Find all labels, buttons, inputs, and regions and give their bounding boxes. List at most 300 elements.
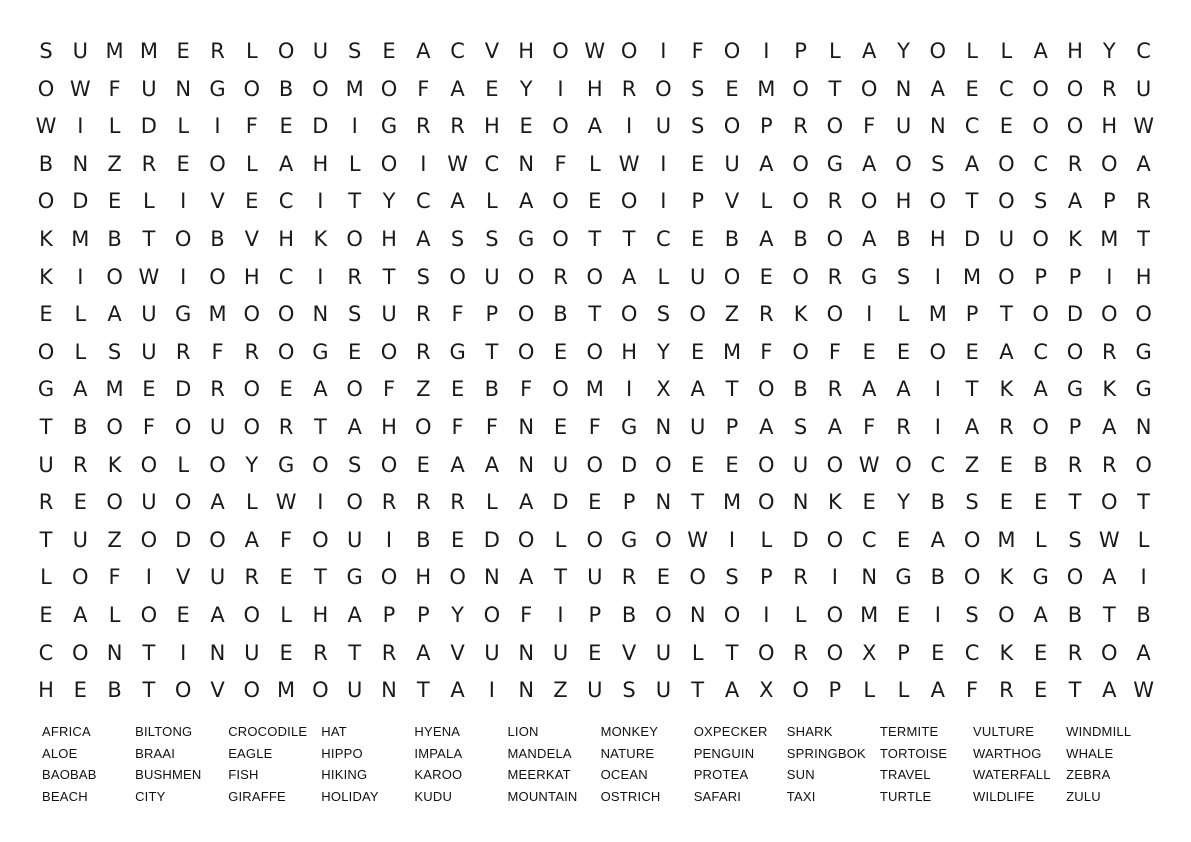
grid-letter[interactable]: E xyxy=(176,151,190,176)
grid-letter[interactable]: I xyxy=(180,264,187,289)
grid-letter[interactable]: L xyxy=(691,640,704,665)
grid-letter[interactable]: M xyxy=(105,377,124,402)
grid-letter[interactable]: S xyxy=(348,302,362,327)
grid-letter[interactable]: F xyxy=(828,339,841,364)
grid-letter[interactable]: P xyxy=(1034,264,1048,289)
grid-letter[interactable]: U xyxy=(552,640,569,665)
grid-letter[interactable]: U xyxy=(209,565,226,590)
grid-letter[interactable]: A xyxy=(210,490,225,515)
grid-letter[interactable]: O xyxy=(312,452,329,477)
grid-letter[interactable]: C xyxy=(930,452,946,477)
grid-letter[interactable]: F xyxy=(108,565,121,590)
grid-letter[interactable]: C xyxy=(861,527,877,552)
grid-letter[interactable]: L xyxy=(486,189,498,214)
grid-letter[interactable]: Z xyxy=(107,527,122,552)
grid-letter[interactable]: E xyxy=(1034,490,1048,515)
grid-letter[interactable]: N xyxy=(518,415,535,439)
grid-letter[interactable]: X xyxy=(656,377,671,402)
grid-letter[interactable]: O xyxy=(723,39,741,63)
grid-letter[interactable]: T xyxy=(39,527,53,552)
grid-letter[interactable]: E xyxy=(176,603,190,627)
grid-letter[interactable]: L xyxy=(245,151,258,176)
grid-letter[interactable]: I xyxy=(557,603,564,627)
grid-letter[interactable]: F xyxy=(966,678,979,703)
grid-letter[interactable]: C xyxy=(1033,339,1049,364)
grid-letter[interactable]: M xyxy=(997,527,1016,552)
grid-letter[interactable]: O xyxy=(1101,640,1118,665)
grid-letter[interactable]: A xyxy=(450,678,465,703)
grid-letter[interactable]: E xyxy=(965,76,979,101)
grid-letter[interactable]: O xyxy=(929,189,947,214)
grid-letter[interactable]: L xyxy=(1034,527,1047,552)
grid-letter[interactable]: O xyxy=(312,527,329,552)
grid-letter[interactable]: R xyxy=(621,76,637,101)
grid-letter[interactable]: F xyxy=(863,415,876,439)
grid-letter[interactable]: L xyxy=(1137,527,1150,552)
grid-letter[interactable]: I xyxy=(180,189,187,214)
grid-letter[interactable]: V xyxy=(450,640,465,665)
grid-letter[interactable]: R xyxy=(1067,151,1083,176)
grid-letter[interactable]: E xyxy=(142,377,156,402)
grid-letter[interactable]: V xyxy=(724,189,740,214)
grid-letter[interactable]: A xyxy=(1136,151,1151,176)
grid-letter[interactable]: C xyxy=(278,264,294,289)
grid-letter[interactable]: M xyxy=(208,302,227,327)
grid-letter[interactable]: T xyxy=(416,678,430,703)
grid-letter[interactable]: A xyxy=(73,603,88,627)
grid-letter[interactable]: W xyxy=(138,264,160,289)
grid-letter[interactable]: A xyxy=(862,377,877,402)
grid-letter[interactable]: R xyxy=(1136,189,1151,214)
grid-letter[interactable]: O xyxy=(998,264,1015,289)
grid-letter[interactable]: O xyxy=(209,151,226,176)
grid-letter[interactable]: O xyxy=(689,565,706,590)
grid-letter[interactable]: R xyxy=(175,339,191,364)
grid-letter[interactable]: T xyxy=(1102,603,1116,627)
grid-letter[interactable]: L xyxy=(245,490,258,515)
grid-letter[interactable]: O xyxy=(998,151,1015,176)
grid-letter[interactable]: I xyxy=(488,678,495,703)
grid-letter[interactable]: T xyxy=(1068,490,1082,515)
grid-letter[interactable]: P xyxy=(485,302,499,327)
grid-letter[interactable]: U xyxy=(690,264,706,289)
grid-letter[interactable]: L xyxy=(348,151,361,176)
grid-letter[interactable]: O xyxy=(655,76,672,101)
grid-letter[interactable]: P xyxy=(588,603,602,627)
grid-letter[interactable]: O xyxy=(380,565,398,590)
grid-letter[interactable]: X xyxy=(759,678,774,703)
grid-letter[interactable]: O xyxy=(998,189,1015,214)
grid-letter[interactable]: O xyxy=(346,490,363,515)
grid-letter[interactable]: P xyxy=(622,490,636,515)
grid-letter[interactable]: T xyxy=(554,565,567,590)
grid-letter[interactable]: E xyxy=(691,452,705,477)
grid-letter[interactable]: U xyxy=(792,452,809,477)
grid-letter[interactable]: O xyxy=(998,603,1015,627)
grid-letter[interactable]: T xyxy=(1137,490,1150,515)
grid-letter[interactable]: F xyxy=(108,76,121,101)
grid-letter[interactable]: I xyxy=(317,490,324,515)
grid-letter[interactable]: F xyxy=(760,339,773,364)
grid-letter[interactable]: R xyxy=(38,490,54,515)
grid-letter[interactable]: H xyxy=(1101,114,1118,139)
grid-letter[interactable]: Y xyxy=(656,339,670,364)
grid-letter[interactable]: O xyxy=(826,452,844,477)
grid-letter[interactable]: F xyxy=(520,603,533,627)
grid-letter[interactable]: T xyxy=(691,490,705,515)
grid-letter[interactable]: U xyxy=(655,640,672,665)
grid-letter[interactable]: A xyxy=(450,452,465,477)
grid-letter[interactable]: A xyxy=(416,640,431,665)
grid-letter[interactable]: G xyxy=(1066,377,1084,402)
grid-letter[interactable]: O xyxy=(312,76,329,101)
grid-letter[interactable]: I xyxy=(660,189,667,214)
grid-letter[interactable]: T xyxy=(348,640,362,665)
grid-letter[interactable]: I xyxy=(557,76,564,101)
grid-letter[interactable]: I xyxy=(1106,264,1113,289)
grid-letter[interactable]: O xyxy=(586,527,604,552)
grid-letter[interactable]: R xyxy=(621,565,637,590)
grid-letter[interactable]: G xyxy=(380,114,398,139)
grid-letter[interactable]: G xyxy=(620,527,638,552)
grid-letter[interactable]: F xyxy=(691,39,704,63)
grid-letter[interactable]: A xyxy=(930,76,945,101)
grid-letter[interactable]: P xyxy=(794,39,807,63)
grid-letter[interactable]: L xyxy=(794,603,807,627)
grid-letter[interactable]: A xyxy=(107,302,122,327)
grid-letter[interactable]: T xyxy=(999,302,1013,327)
grid-letter[interactable]: K xyxy=(1068,227,1082,251)
grid-letter[interactable]: L xyxy=(966,39,978,63)
grid-letter[interactable]: F xyxy=(382,377,396,402)
grid-letter[interactable]: L xyxy=(177,114,190,139)
grid-letter[interactable]: L xyxy=(897,678,910,703)
grid-letter[interactable]: E xyxy=(553,415,568,439)
grid-letter[interactable]: P xyxy=(725,415,739,439)
grid-letter[interactable]: O xyxy=(517,302,535,327)
grid-letter[interactable]: O xyxy=(1101,490,1118,515)
grid-letter[interactable]: S xyxy=(485,227,499,251)
grid-letter[interactable]: A xyxy=(73,377,88,402)
grid-letter[interactable]: T xyxy=(725,640,739,665)
grid-letter[interactable]: E xyxy=(588,189,602,214)
grid-letter[interactable]: A xyxy=(1067,189,1083,214)
grid-letter[interactable]: I xyxy=(866,302,873,327)
grid-letter[interactable]: A xyxy=(519,565,534,590)
grid-letter[interactable]: T xyxy=(485,339,499,364)
grid-letter[interactable]: N xyxy=(72,151,89,176)
grid-letter[interactable]: T xyxy=(142,640,156,665)
grid-letter[interactable]: M xyxy=(139,39,158,63)
grid-letter[interactable]: R xyxy=(1102,76,1117,101)
grid-letter[interactable]: G xyxy=(861,264,878,289)
grid-letter[interactable]: R xyxy=(210,377,225,402)
grid-letter[interactable]: O xyxy=(106,264,123,289)
grid-letter[interactable]: O xyxy=(1032,302,1049,327)
grid-letter[interactable]: A xyxy=(930,527,945,552)
grid-letter[interactable]: K xyxy=(793,302,808,327)
grid-letter[interactable]: A xyxy=(416,39,431,63)
grid-letter[interactable]: B xyxy=(793,377,808,402)
grid-letter[interactable]: O xyxy=(1066,339,1084,364)
grid-letter[interactable]: L xyxy=(1000,39,1013,63)
grid-letter[interactable]: F xyxy=(451,302,464,327)
grid-letter[interactable]: L xyxy=(760,189,773,214)
grid-letter[interactable]: E xyxy=(450,377,465,402)
grid-letter[interactable]: A xyxy=(964,151,980,176)
grid-letter[interactable]: I xyxy=(420,151,427,176)
grid-letter[interactable]: L xyxy=(897,302,910,327)
grid-letter[interactable]: O xyxy=(243,76,261,101)
grid-letter[interactable]: E xyxy=(965,339,979,364)
grid-letter[interactable]: O xyxy=(243,377,261,402)
grid-letter[interactable]: O xyxy=(552,114,569,139)
grid-letter[interactable]: R xyxy=(896,415,911,439)
grid-letter[interactable]: A xyxy=(862,39,877,63)
grid-letter[interactable]: E xyxy=(862,339,876,364)
grid-letter[interactable]: N xyxy=(484,565,500,590)
grid-letter[interactable]: O xyxy=(586,452,604,477)
grid-letter[interactable]: E xyxy=(279,377,293,402)
grid-letter[interactable]: I xyxy=(660,39,667,63)
grid-letter[interactable]: G xyxy=(209,76,226,101)
grid-letter[interactable]: U xyxy=(655,678,672,703)
grid-letter[interactable]: R xyxy=(999,678,1014,703)
grid-letter[interactable]: A xyxy=(896,377,911,402)
grid-letter[interactable]: O xyxy=(860,189,878,214)
grid-letter[interactable]: R xyxy=(999,415,1014,439)
grid-letter[interactable]: O xyxy=(209,527,226,552)
grid-letter[interactable]: E xyxy=(1034,678,1048,703)
grid-letter[interactable]: R xyxy=(1067,640,1083,665)
grid-letter[interactable]: E xyxy=(656,565,671,590)
grid-letter[interactable]: I xyxy=(728,527,736,552)
grid-letter[interactable]: O xyxy=(826,603,844,627)
grid-letter[interactable]: O xyxy=(174,415,192,439)
grid-letter[interactable]: K xyxy=(999,377,1014,402)
grid-letter[interactable]: O xyxy=(1066,565,1084,590)
grid-letter[interactable]: E xyxy=(1034,640,1048,665)
grid-letter[interactable]: L xyxy=(280,603,292,627)
grid-letter[interactable]: Z xyxy=(964,452,980,477)
grid-letter[interactable]: F xyxy=(863,114,876,139)
grid-letter[interactable]: L xyxy=(40,565,52,590)
grid-letter[interactable]: K xyxy=(39,227,53,251)
grid-letter[interactable]: O xyxy=(1032,114,1049,139)
grid-letter[interactable]: D xyxy=(964,227,981,251)
grid-letter[interactable]: H xyxy=(415,565,432,590)
grid-letter[interactable]: B xyxy=(107,227,122,251)
grid-letter[interactable]: U xyxy=(209,415,226,439)
grid-letter[interactable]: O xyxy=(72,640,89,665)
grid-letter[interactable]: U xyxy=(484,264,500,289)
grid-letter[interactable]: U xyxy=(1135,76,1152,101)
grid-letter[interactable]: A xyxy=(347,603,362,627)
grid-letter[interactable]: G xyxy=(1135,339,1152,364)
grid-letter[interactable]: O xyxy=(209,452,226,477)
grid-letter[interactable]: F xyxy=(417,76,430,101)
grid-letter[interactable]: O xyxy=(552,189,569,214)
grid-letter[interactable]: P xyxy=(965,302,979,327)
grid-letter[interactable]: S xyxy=(622,678,636,703)
grid-letter[interactable]: B xyxy=(1067,603,1083,627)
grid-letter[interactable]: N xyxy=(895,76,912,101)
grid-letter[interactable]: H xyxy=(929,227,946,251)
grid-letter[interactable]: R xyxy=(381,640,397,665)
grid-letter[interactable]: B xyxy=(73,415,88,439)
grid-letter[interactable]: Y xyxy=(519,76,533,101)
grid-letter[interactable]: O xyxy=(517,264,535,289)
grid-letter[interactable]: O xyxy=(37,189,55,214)
grid-letter[interactable]: A xyxy=(450,76,465,101)
grid-letter[interactable]: Y xyxy=(897,490,910,515)
grid-letter[interactable]: S xyxy=(931,151,945,176)
grid-letter[interactable]: O xyxy=(723,603,741,627)
grid-letter[interactable]: U xyxy=(347,527,363,552)
grid-letter[interactable]: R xyxy=(827,377,843,402)
grid-letter[interactable]: O xyxy=(1066,114,1084,139)
grid-letter[interactable]: N xyxy=(689,603,706,627)
grid-letter[interactable]: I xyxy=(145,565,152,590)
grid-letter[interactable]: M xyxy=(1100,227,1119,251)
grid-letter[interactable]: A xyxy=(1102,678,1117,703)
grid-letter[interactable]: C xyxy=(38,640,54,665)
grid-letter[interactable]: O xyxy=(140,527,158,552)
grid-letter[interactable]: S xyxy=(725,565,739,590)
grid-letter[interactable]: G xyxy=(518,227,535,251)
grid-letter[interactable]: F xyxy=(451,415,464,439)
grid-letter[interactable]: R xyxy=(793,565,808,590)
grid-letter[interactable]: S xyxy=(1034,189,1048,214)
grid-letter[interactable]: P xyxy=(828,678,842,703)
grid-letter[interactable]: A xyxy=(999,339,1014,364)
grid-letter[interactable]: M xyxy=(722,490,742,515)
grid-letter[interactable]: L xyxy=(863,678,876,703)
grid-letter[interactable]: O xyxy=(1135,452,1152,477)
grid-letter[interactable]: E xyxy=(691,339,705,364)
grid-letter[interactable]: O xyxy=(929,339,947,364)
grid-letter[interactable]: E xyxy=(759,264,773,289)
grid-letter[interactable]: T xyxy=(622,227,636,251)
grid-letter[interactable]: S xyxy=(450,227,465,251)
grid-letter[interactable]: O xyxy=(346,227,363,251)
grid-letter[interactable]: N xyxy=(518,640,535,665)
grid-letter[interactable]: S xyxy=(348,452,362,477)
grid-letter[interactable]: R xyxy=(244,565,260,590)
grid-letter[interactable]: B xyxy=(38,151,54,176)
grid-letter[interactable]: O xyxy=(655,603,672,627)
grid-letter[interactable]: D xyxy=(175,377,192,402)
grid-letter[interactable]: P xyxy=(897,640,910,665)
grid-letter[interactable]: W xyxy=(275,490,297,515)
grid-letter[interactable]: N xyxy=(518,678,535,703)
grid-letter[interactable]: C xyxy=(450,39,465,63)
grid-letter[interactable]: A xyxy=(278,151,294,176)
grid-letter[interactable]: R xyxy=(381,490,397,515)
grid-letter[interactable]: E xyxy=(999,452,1014,477)
grid-letter[interactable]: L xyxy=(74,302,87,327)
grid-letter[interactable]: H xyxy=(483,114,500,139)
grid-letter[interactable]: F xyxy=(245,114,258,139)
grid-letter[interactable]: U xyxy=(655,114,672,139)
grid-letter[interactable]: H xyxy=(312,151,329,176)
grid-letter[interactable]: M xyxy=(345,76,364,101)
grid-letter[interactable]: E xyxy=(176,39,190,63)
grid-letter[interactable]: O xyxy=(140,603,158,627)
grid-letter[interactable]: T xyxy=(39,415,53,439)
grid-letter[interactable]: I xyxy=(831,565,838,590)
grid-letter[interactable]: U xyxy=(347,678,363,703)
grid-letter[interactable]: O xyxy=(860,76,878,101)
grid-letter[interactable]: O xyxy=(174,678,192,703)
grid-letter[interactable]: A xyxy=(484,452,500,477)
grid-letter[interactable]: O xyxy=(620,302,638,327)
grid-letter[interactable]: L xyxy=(588,151,601,176)
grid-letter[interactable]: T xyxy=(725,377,739,402)
grid-letter[interactable]: O xyxy=(106,415,123,439)
grid-letter[interactable]: K xyxy=(313,227,328,251)
grid-letter[interactable]: E xyxy=(896,603,911,627)
grid-letter[interactable]: E xyxy=(553,339,568,364)
grid-letter[interactable]: U xyxy=(72,39,88,63)
grid-letter[interactable]: O xyxy=(243,302,261,327)
grid-letter[interactable]: O xyxy=(552,39,569,63)
grid-letter[interactable]: I xyxy=(625,114,633,139)
grid-letter[interactable]: R xyxy=(416,490,431,515)
grid-letter[interactable]: I xyxy=(351,114,358,139)
grid-letter[interactable]: U xyxy=(895,114,912,139)
grid-letter[interactable]: O xyxy=(174,490,192,515)
grid-letter[interactable]: R xyxy=(553,264,568,289)
grid-letter[interactable]: O xyxy=(758,452,775,477)
grid-letter[interactable]: E xyxy=(73,678,87,703)
grid-letter[interactable]: O xyxy=(312,678,329,703)
grid-letter[interactable]: O xyxy=(517,339,535,364)
grid-letter[interactable]: E xyxy=(862,490,876,515)
grid-letter[interactable]: O xyxy=(963,527,981,552)
grid-letter[interactable]: S xyxy=(691,76,705,101)
grid-letter[interactable]: Y xyxy=(451,603,464,627)
grid-letter[interactable]: E xyxy=(725,452,739,477)
grid-letter[interactable]: E xyxy=(416,452,430,477)
grid-letter[interactable]: O xyxy=(72,565,89,590)
grid-letter[interactable]: O xyxy=(346,377,363,402)
grid-letter[interactable]: B xyxy=(621,603,637,627)
grid-letter[interactable]: I xyxy=(317,264,324,289)
grid-letter[interactable]: N xyxy=(312,302,329,327)
grid-letter[interactable]: R xyxy=(759,302,774,327)
grid-letter[interactable]: T xyxy=(965,189,979,214)
grid-letter[interactable]: Z xyxy=(553,678,568,703)
grid-letter[interactable]: I xyxy=(180,640,187,665)
grid-letter[interactable]: E xyxy=(725,76,739,101)
grid-letter[interactable]: V xyxy=(176,565,191,590)
grid-letter[interactable]: D xyxy=(140,114,157,139)
grid-letter[interactable]: E xyxy=(73,490,87,515)
grid-letter[interactable]: F xyxy=(142,415,155,439)
grid-letter[interactable]: W xyxy=(35,114,57,139)
grid-letter[interactable]: O xyxy=(380,151,398,176)
grid-letter[interactable]: O xyxy=(106,490,123,515)
grid-letter[interactable]: O xyxy=(792,151,809,176)
grid-letter[interactable]: U xyxy=(141,302,157,327)
grid-letter[interactable]: U xyxy=(587,678,603,703)
grid-letter[interactable]: G xyxy=(826,151,844,176)
grid-letter[interactable]: H xyxy=(38,678,54,703)
grid-letter[interactable]: D xyxy=(621,452,638,477)
grid-letter[interactable]: R xyxy=(827,189,843,214)
grid-letter[interactable]: A xyxy=(690,377,705,402)
